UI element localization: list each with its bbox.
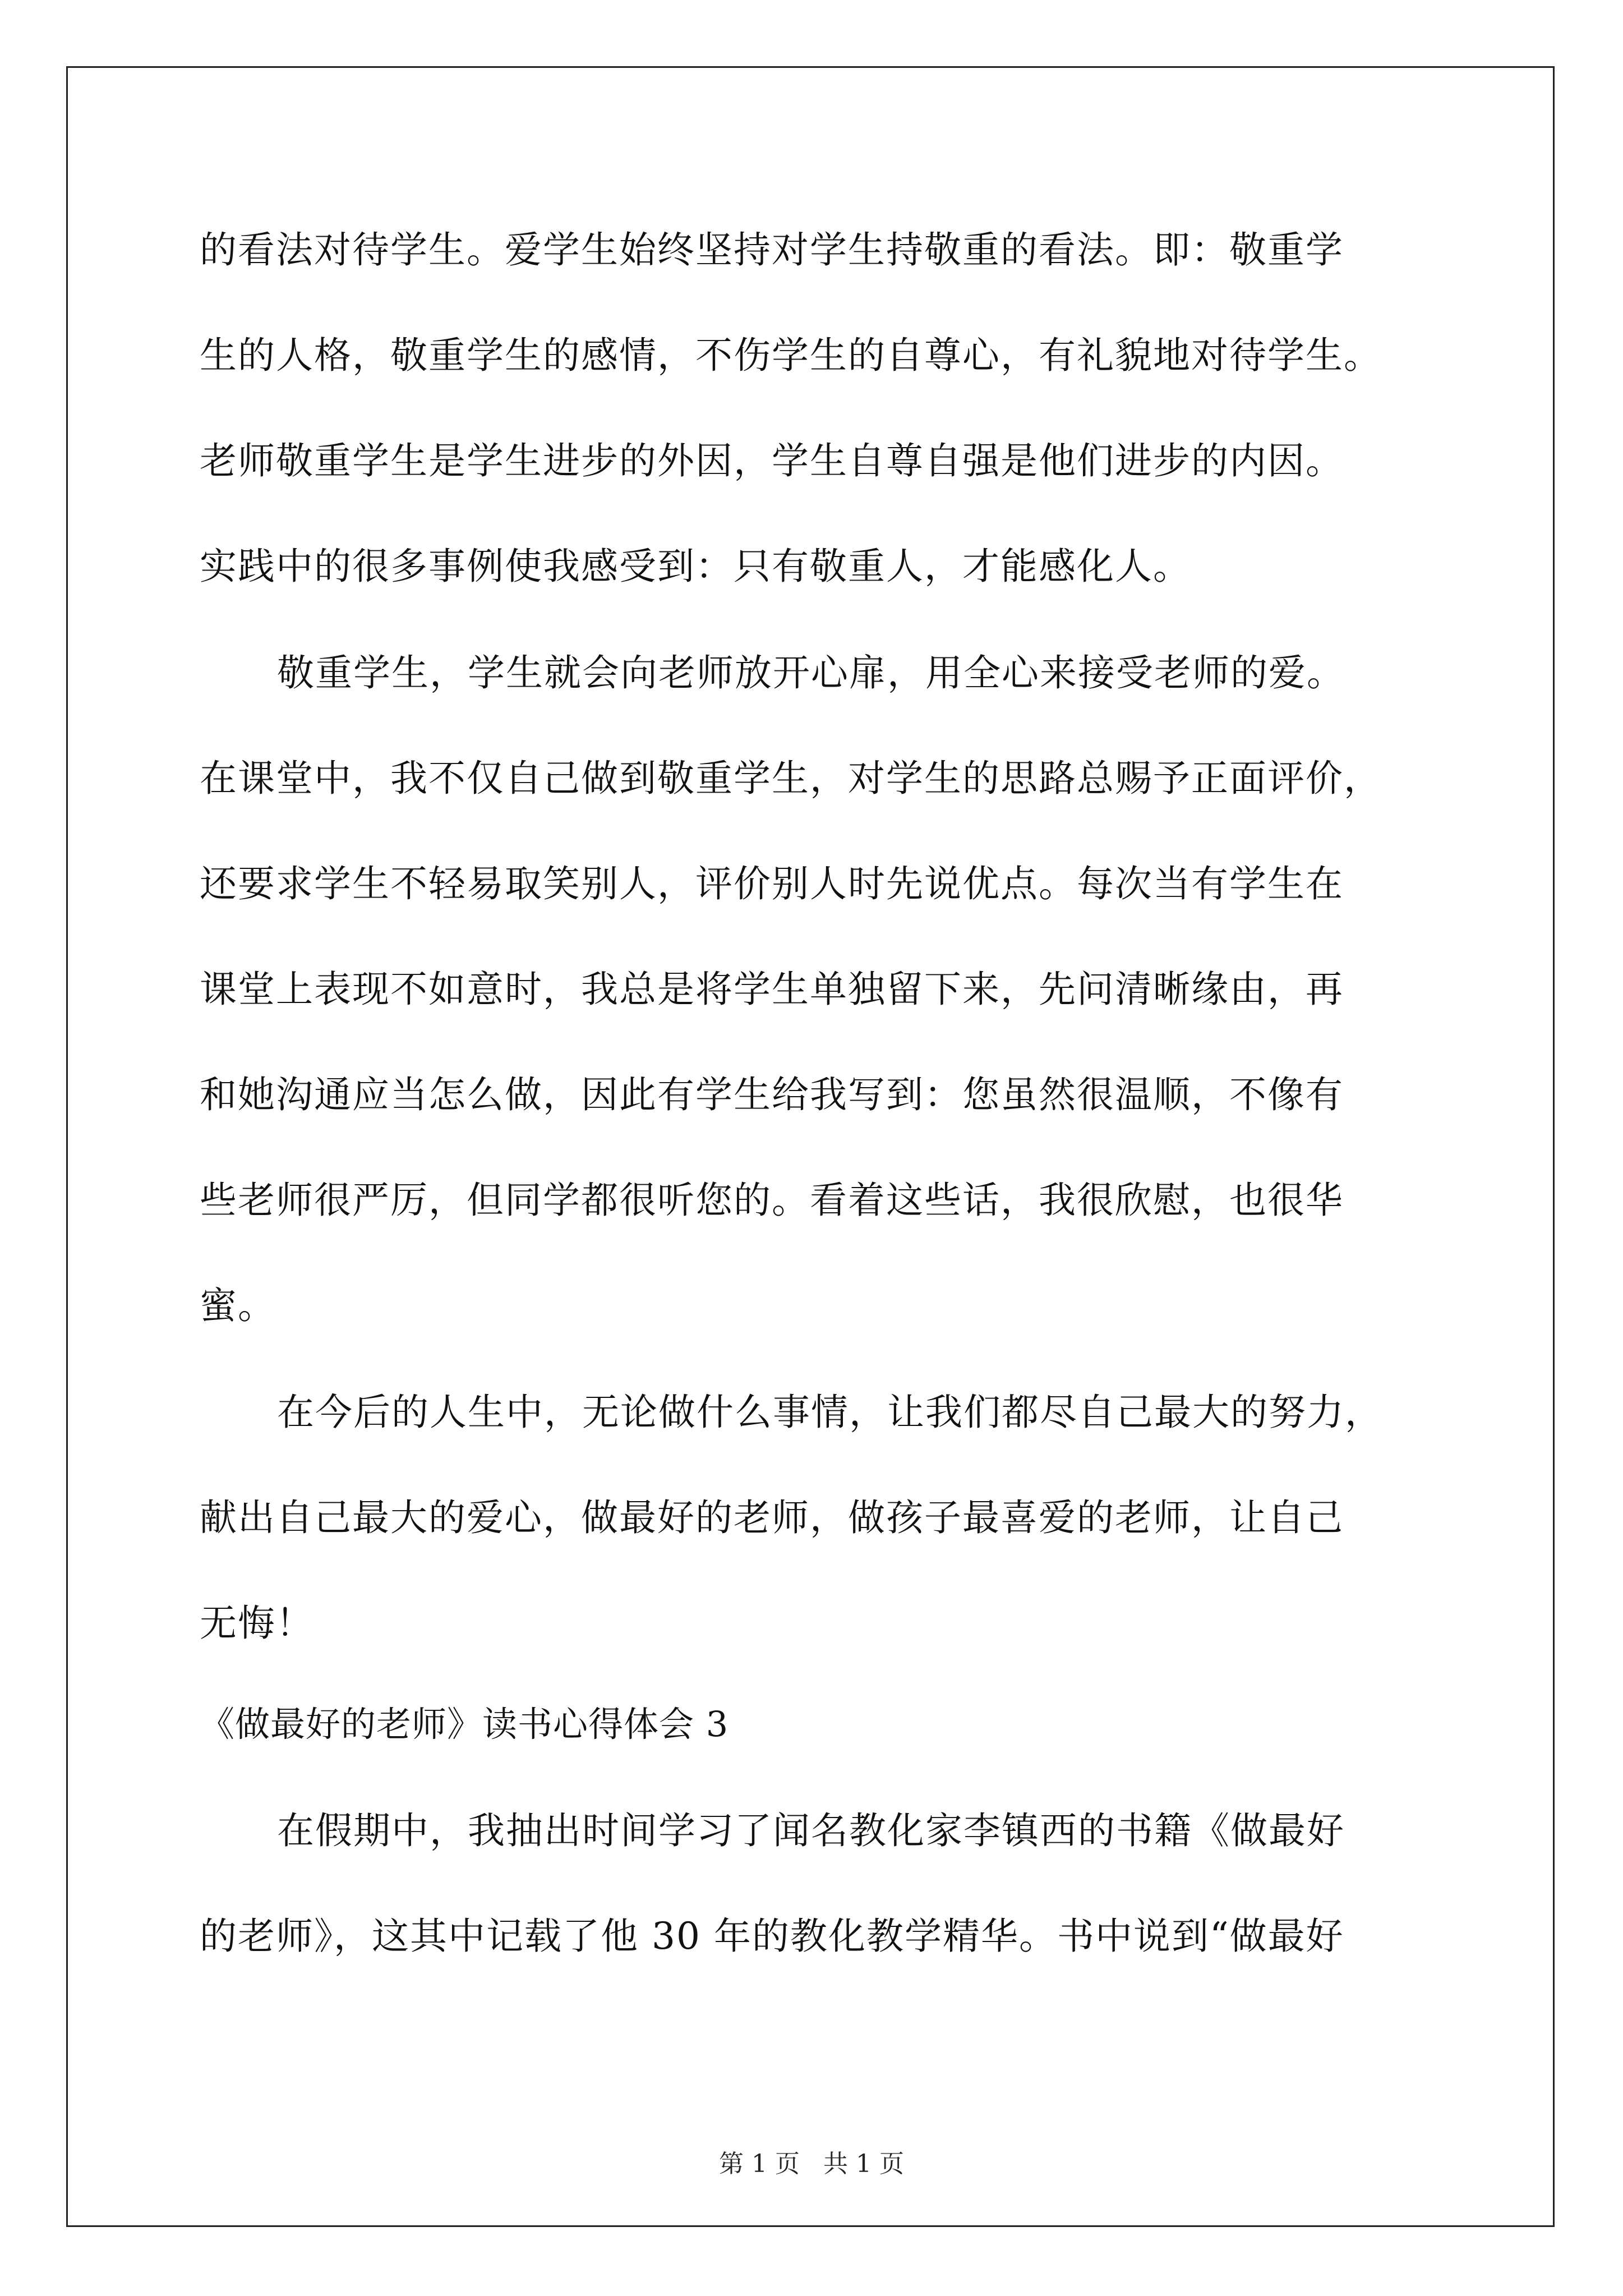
text-line: 课堂上表现不如意时，我总是将学生单独留下来，先问清晰缘由，再 — [200, 968, 1344, 1011]
text-line: 和她沟通应当怎么做，因此有学生给我写到：您虽然很温顺，不像有 — [200, 1073, 1344, 1116]
page-footer: 第 1 页 共 1 页 — [719, 2150, 904, 2178]
text-line: 的老师》，这其中记载了他 30 年的教化教学精华。书中说到“做最好 — [200, 1915, 1344, 1958]
text-line: 些老师很严厉，但同学都很听您的。看着这些话，我很欣慰，也很华 — [200, 1179, 1344, 1222]
text-line: 在课堂中，我不仅自己做到敬重学生，对学生的思路总赐予正面评价， — [200, 757, 1382, 800]
text-line: 献出自己最大的爱心，做最好的老师，做孩子最喜爱的老师，让自己 — [200, 1496, 1344, 1539]
section-heading: 《做最好的老师》读书心得体会 3 — [200, 1704, 729, 1745]
text-line: 还要求学生不轻易取笑别人，评价别人时先说优点。每次当有学生在 — [200, 862, 1344, 905]
page-border — [66, 66, 1555, 2227]
text-line: 实践中的很多事例使我感受到：只有敬重人，才能感化人。 — [200, 545, 1191, 588]
text-line: 蜜。 — [200, 1284, 276, 1327]
paragraph-first-line: 在今后的人生中，无论做什么事情，让我们都尽自己最大的努力， — [277, 1391, 1383, 1434]
paragraph-first-line: 敬重学生，学生就会向老师放开心扉，用全心来接受老师的爱。 — [277, 651, 1345, 694]
text-line: 老师敬重学生是学生进步的外因，学生自尊自强是他们进步的内因。 — [200, 439, 1344, 482]
text-line: 无悔！ — [200, 1602, 314, 1645]
text-line: 的看法对待学生。爱学生始终坚持对学生持敬重的看法。即：敬重学 — [200, 228, 1344, 272]
text-line: 生的人格，敬重学生的感情，不伤学生的自尊心，有礼貌地对待学生。 — [200, 334, 1382, 377]
paragraph-first-line: 在假期中，我抽出时间学习了闻名教化家李镇西的书籍《做最好 — [277, 1809, 1345, 1852]
